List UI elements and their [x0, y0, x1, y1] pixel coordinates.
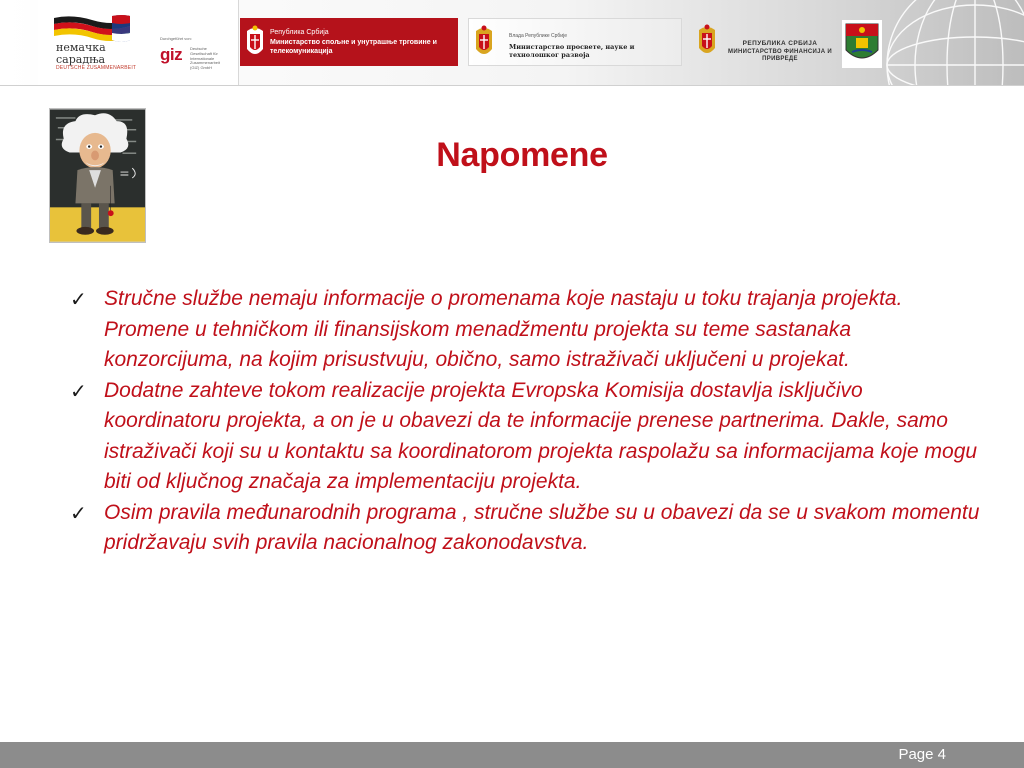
- giz-prefix: Durchgeführt von:: [160, 36, 192, 41]
- serbian-coat-of-arms-icon: [696, 22, 718, 60]
- giz-description: Deutsche Gesellschaft für Internationale Zusammenarbeit (GIZ) GmbH: [190, 46, 221, 71]
- ministry-education-line2: Министарство просвете, науке и технолошког развоја: [509, 43, 635, 59]
- check-mark-icon: ✓: [70, 500, 87, 525]
- globe-grid-icon: [880, 0, 1024, 86]
- bullet-item: [70, 284, 985, 376]
- serbian-coat-of-arms-icon: [244, 23, 266, 61]
- giz-logo: giz: [160, 45, 183, 64]
- page-number: Page 4: [898, 746, 946, 763]
- slide-title: Napomene: [436, 136, 608, 174]
- german-cooperation-line2: сарадња: [56, 52, 106, 66]
- check-mark-icon: ✓: [70, 287, 87, 311]
- german-cooperation-text: [56, 42, 136, 71]
- ministry-education-logo: [468, 18, 682, 66]
- german-cooperation-logo: [38, 0, 239, 86]
- bullet-item: [70, 498, 985, 559]
- ministry-trade-line1: Република Србија: [270, 29, 329, 36]
- vojvodina-shield-icon: [842, 20, 882, 68]
- bullet-text: Stručne službe nemaju informacije o promenama koje nastaju u toku trajanja projekta. Promene u tehničkom ili finansijskom menadžmentu projekta su teme sastanaka konzorcijuma, na kojim prisustvuju, obično, samo istraživači uključeni u projekat.: [104, 287, 903, 371]
- check-mark-icon: ✓: [70, 378, 87, 403]
- ministry-finance-line1: РЕПУБЛИКА СРБИЈА: [742, 40, 818, 47]
- bullet-text: Dodatne zahteve tokom realizacije projekta Evropska Komisija dostavlja isključivo koordinatoru projekta, a on je u obavezi da te informacije prenese partnerima. Dakle, samo istraživači koji su u kontaktu sa koordinatorom projekta raspolažu sa informacijama koje mogu biti od ključnog značaja za implementaciju projekta.: [104, 378, 978, 493]
- german-cooperation-line1: немачка: [56, 41, 106, 54]
- ministry-trade-line2: Министарство спољне и унутрашње трговине и телекомуникација: [270, 39, 437, 55]
- ministry-trade-logo: [240, 18, 458, 66]
- bullet-item: [70, 376, 985, 498]
- einstein-caricature-image: [49, 108, 146, 243]
- serbian-coat-of-arms-icon: [473, 23, 495, 61]
- footer-bar: [0, 742, 1024, 768]
- header-band: [0, 0, 1024, 86]
- german-cooperation-line3: DEUTSCHE ZUSAMMENARBEIT: [56, 65, 137, 72]
- ministry-education-line1: Влада Републике Србије: [509, 33, 567, 39]
- bullet-list: [70, 284, 985, 559]
- ministry-finance-logo: [694, 18, 834, 66]
- ministry-finance-line2: МИНИСТАРСТВО ФИНАНСИЈА И ПРИВРЕДЕ: [728, 49, 832, 63]
- bullet-text: Osim pravila međunarodnih programa , stručne službe su u obavezi da se u svakom momentu pridržavaju svih pravila nacionalnog zakonodavstva.: [104, 500, 980, 554]
- header-divider: [0, 85, 1024, 86]
